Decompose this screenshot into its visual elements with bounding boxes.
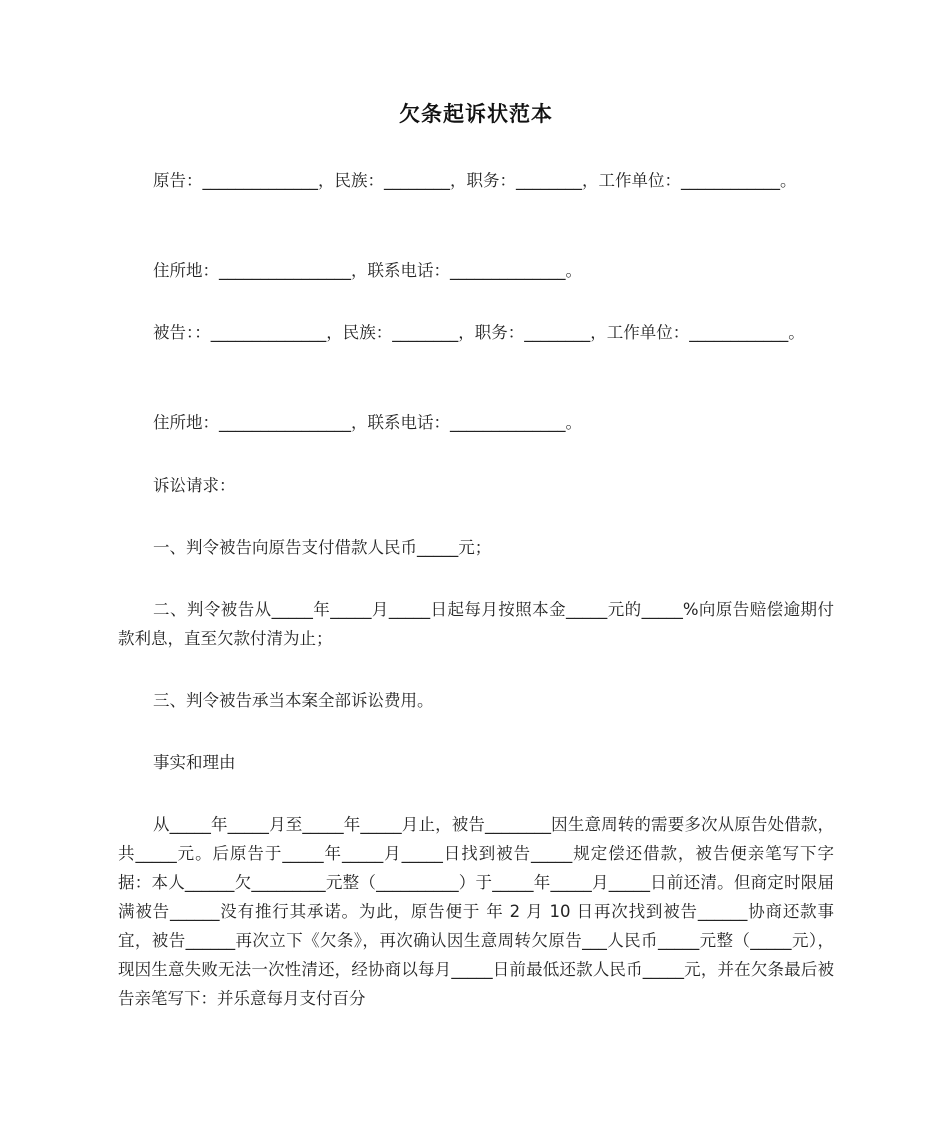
claim-item: 一、判令被告向原告支付借款人民币_____元； — [153, 538, 492, 557]
facts-heading: 事实和理由 — [153, 753, 236, 772]
facts-body: 从_____年_____月至_____年_____月止，被告________因生意周转的需要多次从原告处借款，共_____元。后原告于_____年_____月_____日找到被告_____规定偿还借款，被告便亲笔写下字据：本人______欠_________元整（__________）于_____年_____月_____日前还清。但商定时限届满被告______没有推行其承诺。为此，原告便于 年 2 月 10 日再次找到被告______协商还款事宜，被告______再次立下《欠条》，再次确认因生意周转欠原告___人民币_____元整（_____元），现因生意失败无法一次性清还，经协商以每月_____日前最低还款人民币_____元，并在欠条最后被告亲笔写下：并乐意每月支付百分 — [118, 815, 834, 1008]
plaintiff-info: 原告：______________，民族：________，职务：________，工作单位：____________。 — [153, 171, 797, 190]
defendant-info: 被告：：______________，民族：________，职务：________，工作单位：____________。 — [153, 323, 805, 342]
claim-item: 三、判令被告承当本案全部诉讼费用。 — [153, 691, 434, 710]
plaintiff-address: 住所地：________________，联系电话：______________。 — [153, 261, 582, 280]
defendant-address: 住所地：________________，联系电话：______________。 — [153, 413, 582, 432]
document-title: 欠条起诉状范本 — [399, 102, 553, 126]
claims-heading: 诉讼请求： — [153, 476, 236, 495]
claim-item: 二、判令被告从_____年_____月_____日起每月按照本金_____元的_____%向原告赔偿逾期付款利息，直至欠款付清为止； — [118, 600, 834, 648]
